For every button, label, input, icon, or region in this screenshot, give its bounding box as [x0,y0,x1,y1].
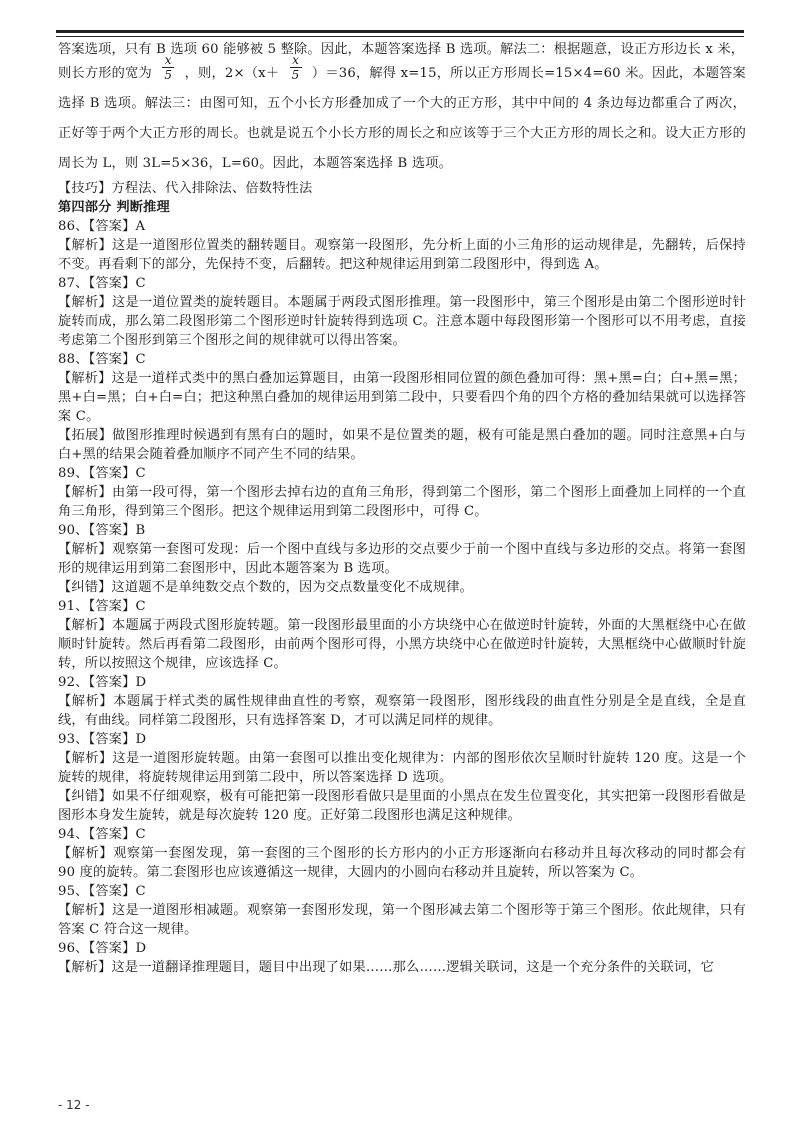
text-span: 则长方形的宽为 [58,66,152,81]
answer-line: 93、【答案】D [58,732,147,747]
answer-line: 95、【答案】C [58,884,146,899]
explanation: 【解析】这是一道位置类的旋转题目。本题属于两段式图形推理。第一段图形中，第三个图形是由第二个图形逆时针旋转而成，那么第二段图形第二个图形逆时针旋转得到选项 C。注意本题中每段图形第一个图形可以不用考虑，直接考虑第二个图形到第三个图形之间的规律就可以得出答案。 [58,295,746,348]
answer-line: 96、【答案】D [58,941,147,956]
answer-line: 91、【答案】C [58,599,146,614]
fraction-numerator: x [290,53,302,68]
answer-line: 90、【答案】B [58,523,146,538]
answer-line: 94、【答案】C [58,827,146,842]
extension-note: 【拓展】做图形推理时候遇到有黑有白的题时，如果不是位置类的题，极有可能是黑白叠加的题。同时注意黑+白与白+黑的结果会随着叠加顺序不同产生不同的结果。 [58,428,746,462]
explanation: 【解析】这是一道图形位置类的翻转题目。观察第一段图形，先分析上面的小三角形的运动规律是，先翻转，后保持不变。再看剩下的部分，先保持不变，后翻转。把这种规律运用到第二段图形中，得到选 A。 [58,238,746,272]
explanation: 【解析】这是一道图形旋转题。由第一套图可以推出变化规律为：内部的图形依次呈顺时针旋转 120 度。这是一个旋转的规律，将旋转规律运用到第二段中，所以答案选择 D 选项。 [58,751,746,785]
answer-line: 89、【答案】C [58,466,146,481]
text-span: ）＝36，解得 x=15，所以正方形周长=15×4=60 米。因此，本题答案选择 B 选项。解法三：由图可知，五个小长方形叠加成了一个大的正方形，其中中间的 4 条边每边都重合了两次，正好等于两个大正方形的周长。也就是说五个小长方形的周长之和应该等于三个大正方形的周长之和。设大正方形的周长为 L，则 3L=5×36，L=60。因此，本题答案选择 B 选项。 [58,66,746,171]
answer-line: 86、【答案】A [58,219,146,234]
explanation: 【解析】这是一道图形相减题。观察第一套图形发现，第一个图形减去第二个图形等于第三个图形。依此规律，只有答案 C 符合这一规律。 [58,903,746,937]
explanation: 【解析】观察第一套图可发现：后一个图中直线与多边形的交点要少于前一个图中直线与多边形的交点。将第一套图形的规律运用到第二套图形中，因此本题答案为 B 选项。 [58,542,746,576]
fraction-x-over-5 [162,53,174,82]
fraction-numerator: x [162,53,174,68]
fraction-denominator: 5 [291,68,300,82]
explanation: 【解析】由第一段可得，第一个图形去掉右边的直角三角形，得到第二个图形，第二个图形上面叠加上同样的一个直角三角形，得到第三个图形。把这个规律运用到第二段图形中，可得 C。 [58,485,746,519]
fraction-denominator: 5 [164,68,173,82]
correction-note: 【纠错】这道题不是单纯数交点个数的，因为交点数量变化不成规律。 [58,580,474,595]
explanation: 【解析】观察第一套图发现，第一套图的三个图形的长方形内的小正方形逐渐向右移动并且每次移动的同时都会有 90 度的旋转。第二套图形也应该遵循这一规律，大圆内的小圆向右移动并且旋转，所以答案为 C。 [58,846,746,880]
answer-line: 92、【答案】D [58,675,147,690]
fraction-x-over-5 [290,53,302,82]
text-span: ，则，2×（x＋ [184,66,280,81]
explanation: 【解析】这是一道样式类中的黑白叠加运算题目，由第一段图形相同位置的颜色叠加可得：黑+黑=白；白+黑=黑；黑+白=黑；白+白=白；把这种黑白叠加的规律运用到第二段中，只要看四个角的四个方格的叠加结果就可以选择答案 C。 [58,371,746,424]
paragraph-with-math [58,53,746,179]
paragraph: 答案选项，只有 B 选项 60 能够被 5 整除。因此，本题答案选择 B 选项。解法二：根据题意，设正方形边长 x 米， [58,42,745,57]
header-rule-thin [56,36,744,37]
document-body [58,40,746,977]
explanation: 【解析】本题属于样式类的属性规律曲直性的考察，观察第一段图形，图形线段的曲直性分别是全是直线，全是直线，有曲线。同样第二段图形，只有选择答案 D，才可以满足同样的规律。 [58,694,746,728]
answer-line: 87、【答案】C [58,276,146,291]
correction-note: 【纠错】如果不仔细观察，极有可能把第一段图形看做只是里面的小黑点在发生位置变化，其实把第一段图形看做是图形本身发生旋转，就是每次旋转 120 度。正好第二段图形也满足这种规律。 [58,789,746,823]
explanation: 【解析】这是一道翻译推理题目，题目中出现了如果……那么……逻辑关联词，这是一个充分条件的关联词，它 [58,960,714,975]
page-number: - 12 - [58,1098,90,1112]
header-rule-thick [56,30,744,33]
explanation: 【解析】本题属于两段式图形旋转题。第一段图形最里面的小方块绕中心在做逆时针旋转，外面的大黑框绕中心在做顺时针旋转。然后再看第二段图形，由前两个图形可得，小黑方块绕中心在做逆时针旋转，大黑框绕中心做顺时针旋转，所以按照这个规律，应该选择 C。 [58,618,746,671]
answer-line: 88、【答案】C [58,352,146,367]
section-heading: 第四部分 判断推理 [58,200,170,215]
skill-note: 【技巧】方程法、代入排除法、倍数特性法 [58,181,313,196]
